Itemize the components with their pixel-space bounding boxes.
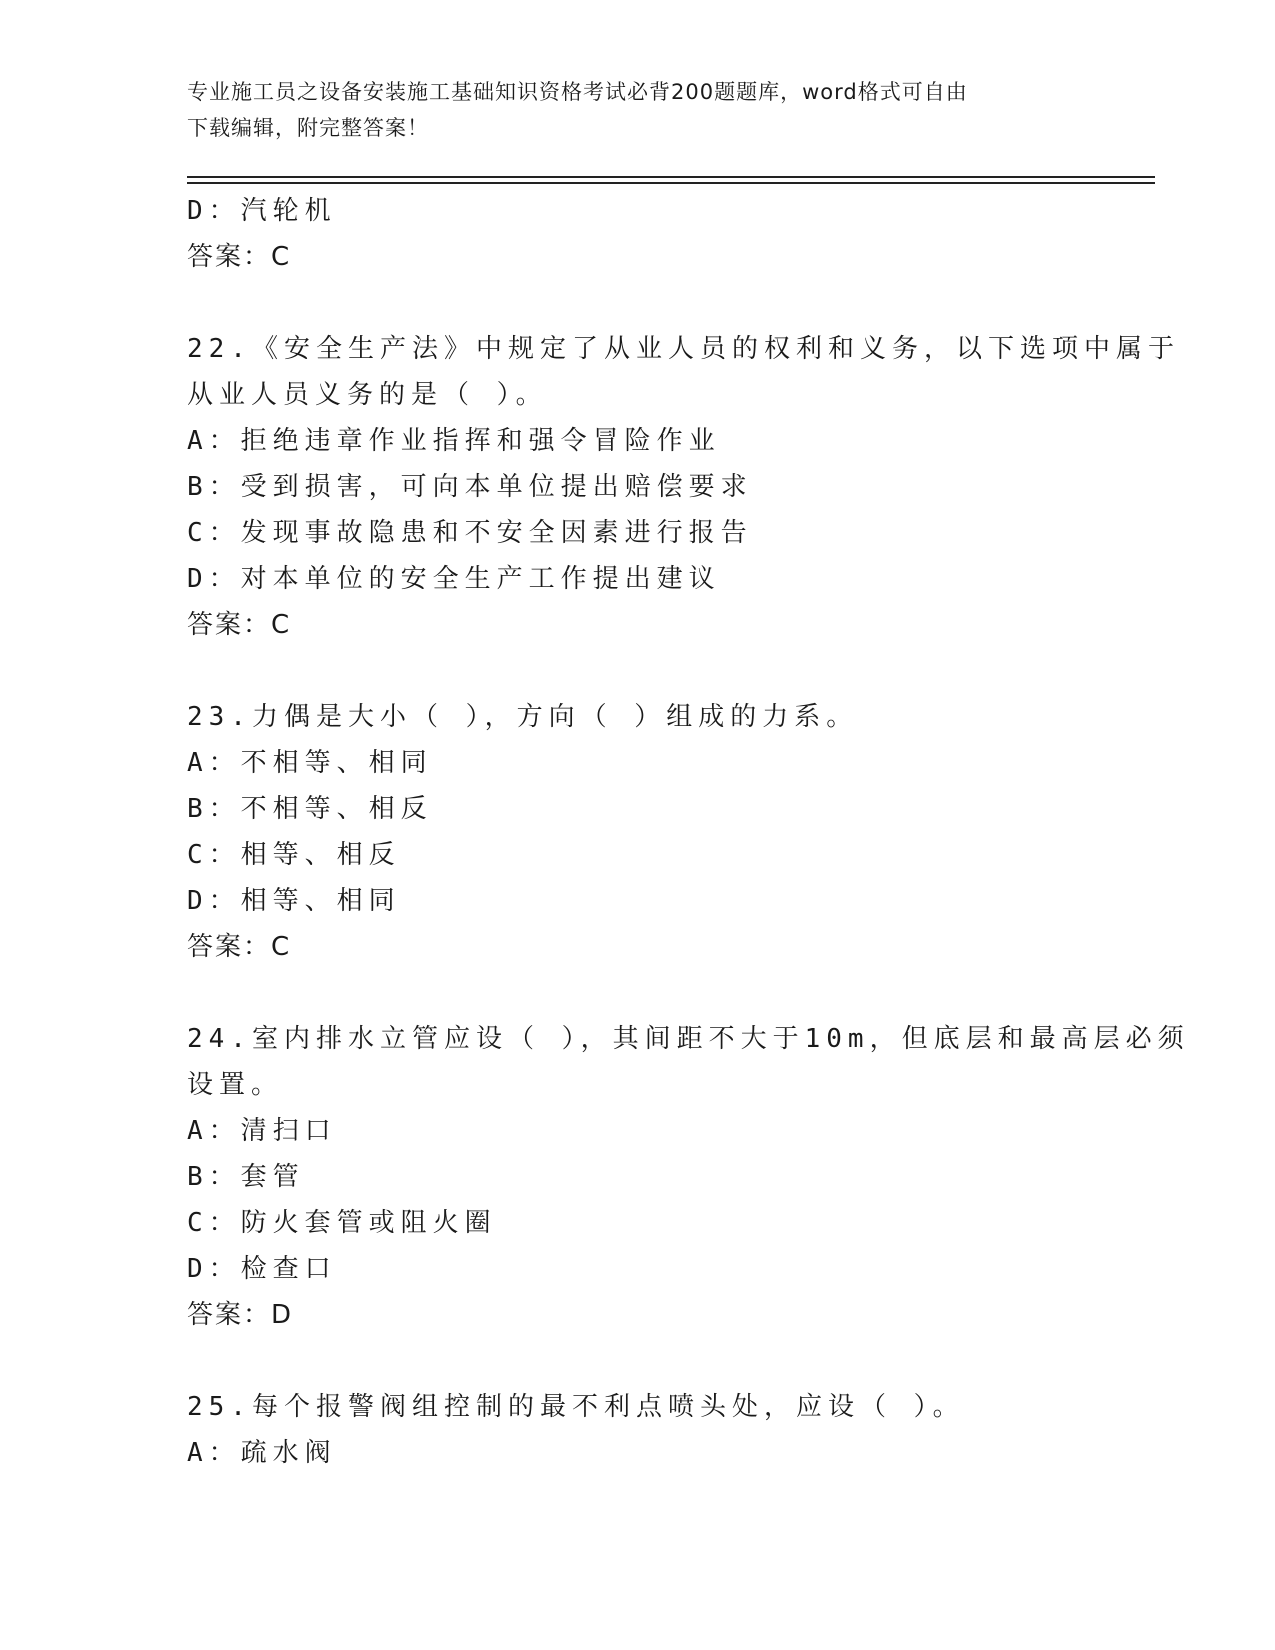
option-a: A：不相等、相同	[187, 748, 433, 778]
question-stem: 23.力偶是大小（ ），方向（ ）组成的力系。	[187, 702, 859, 732]
header-rule-top	[187, 176, 1155, 178]
spacer	[187, 970, 1087, 1016]
prev-answer: 答案：C	[187, 242, 292, 272]
question-23	[187, 694, 1087, 970]
question-24	[187, 1016, 1190, 1338]
question-25	[187, 1384, 1087, 1476]
option-a: A：拒绝违章作业指挥和强令冒险作业	[187, 426, 721, 456]
prev-option-d: D：汽轮机	[187, 196, 337, 226]
header-title-line-1: 专业施工员之设备安装施工基础知识资格考试必背200题题库，word格式可自由	[187, 80, 968, 104]
option-c: C：防火套管或阻火圈	[187, 1208, 497, 1238]
document-body	[187, 188, 1190, 1476]
question-stem: 22.《安全生产法》中规定了从业人员的权利和义务，以下选项中属于	[187, 334, 1180, 364]
option-a: A：疏水阀	[187, 1438, 337, 1468]
header-rule-bottom	[187, 182, 1155, 184]
option-d: D：检查口	[187, 1254, 337, 1284]
spacer	[187, 280, 1087, 326]
answer: 答案：C	[187, 610, 292, 640]
option-b: B：受到损害，可向本单位提出赔偿要求	[187, 472, 753, 502]
answer: 答案：C	[187, 932, 292, 962]
page-header	[187, 74, 1067, 146]
option-c: C：发现事故隐患和不安全因素进行报告	[187, 518, 753, 548]
question-stem-continued: 从业人员义务的是（ ）。	[187, 380, 548, 410]
option-d: D：对本单位的安全生产工作提出建议	[187, 564, 721, 594]
spacer	[187, 648, 1087, 694]
question-22	[187, 326, 1180, 648]
answer: 答案：D	[187, 1300, 294, 1330]
option-c: C：相等、相反	[187, 840, 401, 870]
option-b: B：不相等、相反	[187, 794, 433, 824]
question-stem-continued: 设置。	[187, 1070, 284, 1100]
option-b: B：套管	[187, 1162, 305, 1192]
header-title-line-2: 下载编辑，附完整答案！	[187, 116, 429, 140]
question-stem: 25.每个报警阀组控制的最不利点喷头处，应设（ ）。	[187, 1392, 965, 1422]
spacer	[187, 1338, 1087, 1384]
option-d: D：相等、相同	[187, 886, 401, 916]
option-a: A：清扫口	[187, 1116, 337, 1146]
question-stem: 24.室内排水立管应设（ ），其间距不大于10m，但底层和最高层必须	[187, 1024, 1190, 1054]
